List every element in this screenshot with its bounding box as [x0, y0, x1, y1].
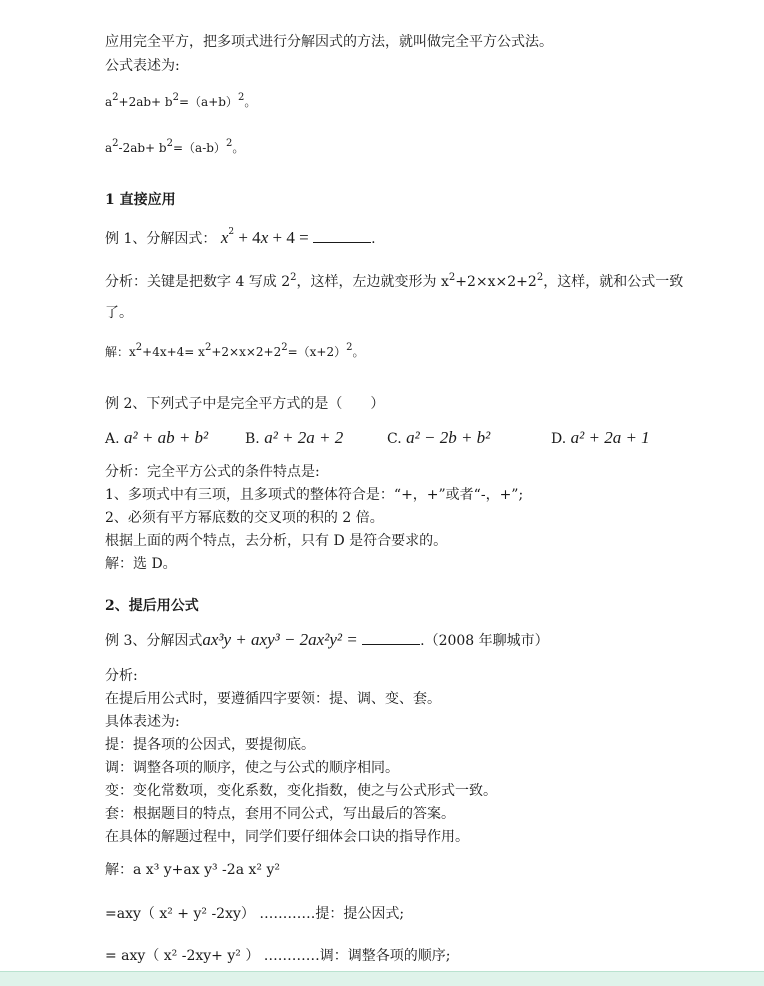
- answer-blank: [313, 230, 371, 243]
- example-1-analysis: 分析：关键是把数字 4 写成 $2^2$，这样，左边就变形为 $x^2+2\times x\times 2+2^2$，这样，就和公式一致: [105, 272, 684, 290]
- answer-blank-3: [362, 632, 420, 645]
- intro-line-1: 应用完全平方，把多项式进行分解因式的方法，就叫做完全平方公式法。: [105, 34, 553, 50]
- example-2-analysis-3: 2、必须有平方幂底数的交叉项的积的 2 倍。: [105, 510, 384, 526]
- option-d: D. a² + 2a + 1: [551, 428, 650, 447]
- bottom-bar: [0, 971, 764, 986]
- example-3-analysis-3: 具体表述为:: [105, 714, 180, 730]
- example-3-analysis-4: 提：提各项的公因式，要提彻底。: [105, 737, 315, 753]
- example-3-solution-1: 解：a x³ y+ax y³ -2a x² y²: [105, 862, 280, 878]
- example-3-solution-2: =axy（ x² + y² -2xy） …………提：提公因式;: [105, 906, 405, 922]
- section-title-1: 1 直接应用: [105, 192, 176, 208]
- example-3-analysis-1: 分析:: [105, 668, 138, 684]
- example-2-options: [105, 428, 665, 450]
- example-1-analysis-end: 了。: [105, 305, 133, 321]
- option-c: C. a² − 2b + b²: [387, 428, 491, 447]
- example-3-analysis-2: 在提后用公式时，要遵循四字要领：提、调、变、套。: [105, 691, 441, 707]
- example-2-analysis-2: 1、多项式中有三项，且多项式的整体符合是：“+，+”或者“-，+”;: [105, 487, 524, 503]
- example-3-analysis-5: 调：调整各项的顺序，使之与公式的顺序相同。: [105, 760, 399, 776]
- option-a: A. a² + ab + b²: [105, 428, 209, 447]
- section-title-2: 2、提后用公式: [105, 598, 199, 614]
- example-3-solution-3: = axy（ x² -2xy+ y² ） …………调：调整各项的顺序;: [105, 948, 451, 964]
- example-3: 例 3、分解因式ax³y + axy³ − 2ax²y² = .（2008 年聊城市）: [105, 630, 549, 649]
- example-2-solution: 解：选 D。: [105, 556, 177, 572]
- example-2-analysis-4: 根据上面的两个特点，去分析，只有 D 是符合要求的。: [105, 533, 448, 549]
- example-2-analysis-1: 分析：完全平方公式的条件特点是:: [105, 464, 320, 480]
- example-3-analysis-6: 变：变化常数项，变化系数，变化指数，使之与公式形式一致。: [105, 783, 497, 799]
- formula-plus: $a^2+2ab+ b^2=(a+b)^2$。: [105, 92, 257, 109]
- example-3-analysis-7: 套：根据题目的特点，套用不同公式，写出最后的答案。: [105, 806, 455, 822]
- option-b: B. a² + 2a + 2: [245, 428, 344, 447]
- intro-line-2: 公式表述为:: [105, 58, 180, 74]
- example-1-solution: 解：$x^2+4x+4= x^2+2\times x\times 2+2^2=(x+2)^2$。: [105, 342, 365, 359]
- example-1: 例 1、分解因式： $x^2 + 4x + 4$ = .: [105, 227, 376, 247]
- example-3-analysis-8: 在具体的解题过程中，同学们要仔细体会口诀的指导作用。: [105, 829, 469, 845]
- example-2-question: 例 2、下列式子中是完全平方式的是（ ）: [105, 396, 385, 412]
- formula-minus: $a^2-2ab+ b^2=(a-b)^2$。: [105, 138, 245, 155]
